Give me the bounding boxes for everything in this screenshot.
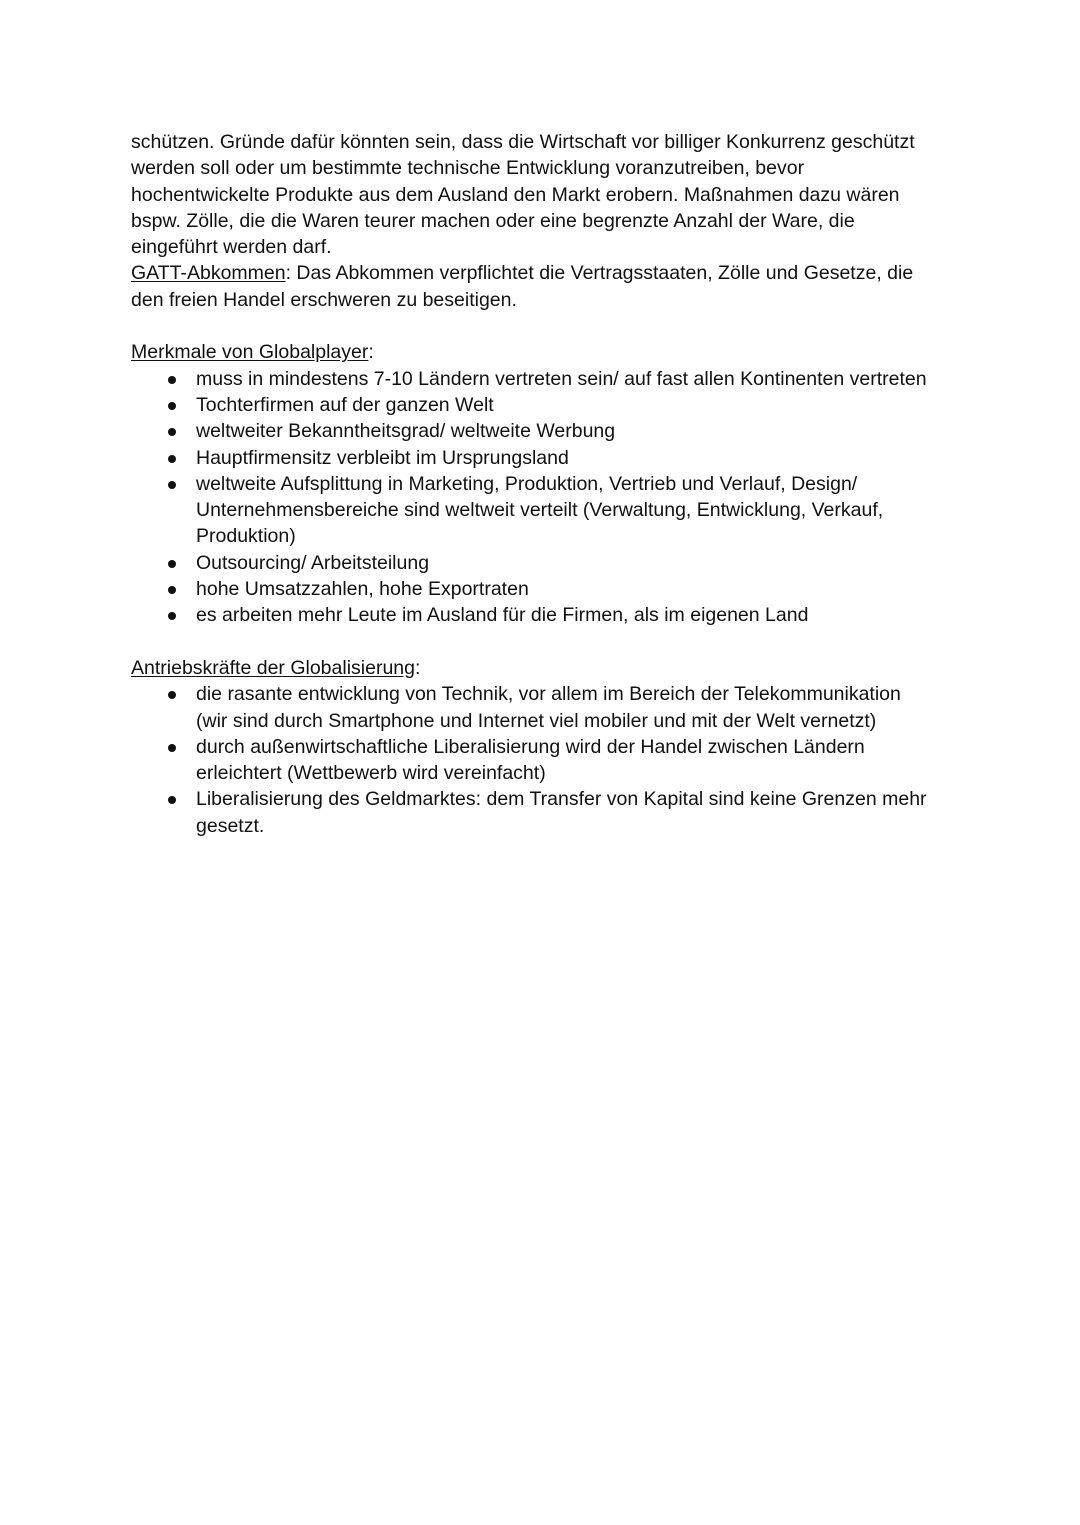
list-item-text: Outsourcing/ Arbeitsteilung — [196, 551, 430, 574]
bullet-icon — [168, 744, 176, 752]
bullet-icon — [168, 455, 176, 463]
list-item — [131, 734, 961, 787]
antrieb-section — [131, 655, 961, 839]
list-item — [131, 550, 961, 576]
antrieb-list — [131, 681, 961, 839]
gatt-paragraph — [131, 260, 961, 313]
antrieb-heading-colon: : — [414, 656, 421, 679]
list-item — [131, 445, 961, 471]
list-item-text: Tochterfirmen auf der ganzen Welt — [196, 393, 494, 416]
list-item-text: weltweiter Bekanntheitsgrad/ weltweite Werbung — [196, 420, 616, 443]
list-item-text: weltweite Aufsplittung in Marketing, Produktion, Vertrieb und Verlauf, Design/ Unternehmensbereiche sind weltweit verteilt (Verwaltung, Entwicklung, Verkauf, Produktion) — [196, 472, 884, 548]
globalplayer-heading-text: Merkmale von Globalplayer — [131, 341, 369, 364]
gatt-term: GATT-Abkommen — [131, 262, 286, 285]
list-item-text: die rasante entwicklung von Technik, vor allem im Bereich der Telekommunikation (wir sind durch Smartphone und Internet viel mobiler und mit der Welt vernetzt) — [196, 683, 901, 732]
globalplayer-heading-colon: : — [368, 341, 374, 364]
list-item — [131, 366, 961, 392]
list-item-text: hohe Umsatzzahlen, hohe Exportraten — [196, 578, 529, 601]
bullet-icon — [168, 376, 176, 384]
list-item — [131, 576, 961, 602]
intro-paragraph: schützen. Gründe dafür könnten sein, dass die Wirtschaft vor billiger Konkurrenz geschützt werden soll oder um bestimmte technische Entwicklung voranzutreiben, bevor hochentwickelte Produkte aus dem Ausland den Markt erobern. Maßnahmen dazu wären bspw. Zölle, die die Waren teurer machen oder eine begrenzte Anzahl der Ware, die eingeführt werden darf. — [131, 131, 915, 259]
bullet-icon — [168, 612, 176, 620]
bullet-icon — [168, 481, 176, 489]
document-page — [131, 129, 961, 839]
bullet-icon — [168, 428, 176, 436]
list-item — [131, 392, 961, 418]
bullet-icon — [168, 402, 176, 410]
globalplayer-heading — [131, 339, 961, 365]
list-item-text: muss in mindestens 7-10 Ländern vertreten sein/ auf fast allen Kontinenten vertreten — [196, 367, 927, 390]
bullet-icon — [168, 586, 176, 594]
antrieb-heading — [131, 655, 961, 681]
list-item — [131, 418, 961, 444]
list-item-text: es arbeiten mehr Leute im Ausland für die Firmen, als im eigenen Land — [196, 604, 809, 627]
list-item — [131, 786, 961, 839]
list-item — [131, 681, 961, 734]
bullet-icon — [168, 691, 176, 699]
list-item — [131, 602, 961, 628]
bullet-icon — [168, 560, 176, 568]
globalplayer-section — [131, 339, 961, 628]
globalplayer-list — [131, 366, 961, 629]
gatt-definition: : Das Abkommen verpflichtet die Vertragsstaaten, Zölle und Gesetze, die den freien Handel erschweren zu beseitigen. — [131, 262, 914, 311]
list-item — [131, 471, 961, 550]
antrieb-heading-text: Antriebskräfte der Globalisierung — [131, 656, 415, 679]
bullet-icon — [168, 796, 176, 804]
list-item-text: Liberalisierung des Geldmarktes: dem Transfer von Kapital sind keine Grenzen mehr gesetzt. — [196, 788, 927, 837]
list-item-text: durch außenwirtschaftliche Liberalisierung wird der Handel zwischen Ländern erleichtert (Wettbewerb wird vereinfacht) — [196, 735, 865, 785]
list-item-text: Hauptfirmensitz verbleibt im Ursprungsland — [196, 446, 569, 469]
